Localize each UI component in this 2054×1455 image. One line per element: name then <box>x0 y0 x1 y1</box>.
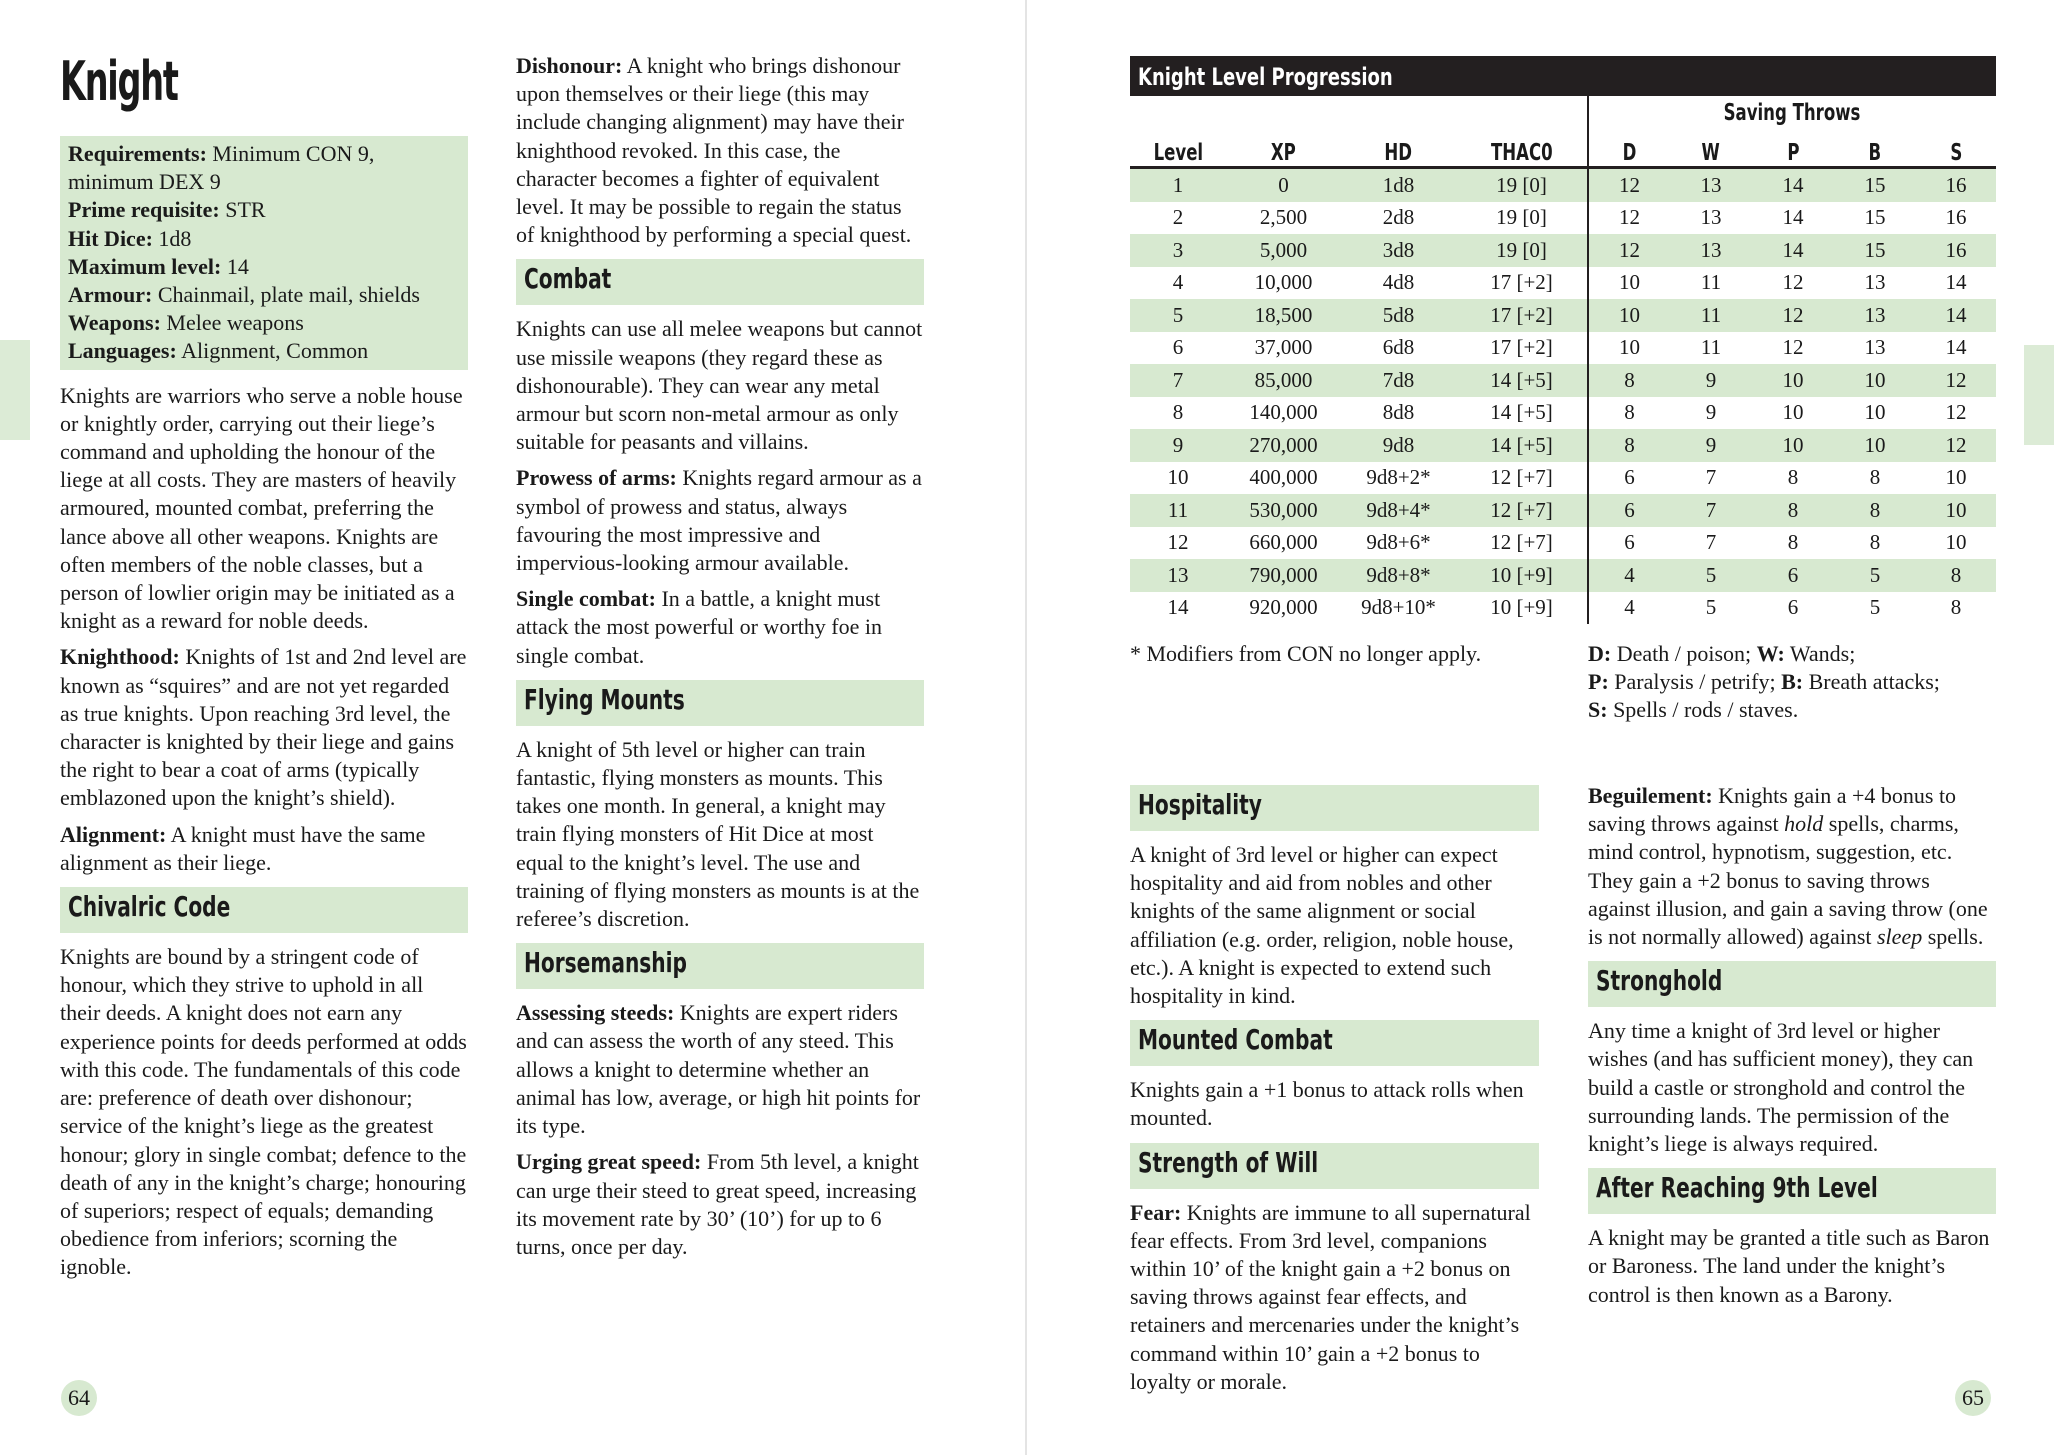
table-cell: 10 <box>1916 494 1996 527</box>
assessing-paragraph: Assessing steeds: Knights are expert riders and can assess the worth of any steed. This allows a knight to determine whether an animal has low, average, or high hit points for its type. <box>516 1000 921 1139</box>
ninth-level-paragraph: A knight may be granted a title such as Baron or Baroness. The land under the knight’s control is then known as a Barony. <box>1588 1225 1990 1307</box>
table-cell: 6 <box>1588 462 1670 495</box>
req-line: minimum DEX 9 <box>68 169 221 195</box>
table-row <box>1130 429 1996 462</box>
table-cell: 11 <box>1700 335 1722 360</box>
req-line: Armour: Chainmail, plate mail, shields <box>68 282 420 308</box>
table-cell: 10 [+9] <box>1456 559 1588 592</box>
table-cell: 14 <box>1916 299 1996 332</box>
req-line: Weapons: Melee weapons <box>68 310 304 336</box>
dishonour-paragraph: Dishonour: A knight who brings dishonour upon themselves or their liege (this may include changing alignment) may have their knighthood revoked. In this case, the character becomes a fighter of equivalent level. It may be possible to regain the status of knighthood by performing a special quest. <box>516 53 912 248</box>
knighthood-paragraph: Knighthood: Knights of 1st and 2nd level are known as “squires” and are not yet regarded as true knights. Upon reaching 3rd level, the character is knighted by their liege and gains the right to bear a coat of arms (typically emblazoned upon the knight’s shield). <box>60 644 467 811</box>
table-cell: 17 [+2] <box>1456 299 1588 332</box>
section-heading-hospitality: Hospitality <box>1130 785 1539 831</box>
table-cell: 15 <box>1834 234 1916 267</box>
table-row <box>1130 462 1996 495</box>
table-cell: 10 <box>1864 400 1886 425</box>
table-cell: 5 <box>1834 559 1916 592</box>
flying-paragraph: A knight of 5th level or higher can train fantastic, flying monsters as mounts. This takes one month. In general, a knight may train flying monsters of Hit Dice at most equal to the knight’s level. The use and training of flying monsters as mounts is at the referee’s discretion. <box>516 736 920 932</box>
column-header-b: B <box>1834 132 1916 168</box>
table-cell: 790,000 <box>1226 559 1341 592</box>
table-cell: 5,000 <box>1226 234 1341 267</box>
table-cell: 14 <box>1167 595 1189 620</box>
key-line: P: Paralysis / petrify; B: Breath attacks; <box>1588 669 1940 695</box>
table-row <box>1130 559 1996 592</box>
req-line: Maximum level: 14 <box>68 253 249 279</box>
table-cell: 13 <box>1130 559 1226 592</box>
table-cell: 12 <box>1945 400 1967 425</box>
req-line: Hit Dice: 1d8 <box>68 225 192 251</box>
table-cell: 8 <box>1869 530 1881 555</box>
table-cell: 920,000 <box>1249 595 1318 620</box>
requirements-box <box>60 136 468 370</box>
table-cell: 9d8 <box>1341 429 1456 462</box>
book-gutter <box>1025 0 1027 1455</box>
table-cell: 16 <box>1945 205 1967 230</box>
stronghold-paragraph: Any time a knight of 3rd level or higher wishes (and has sufficient money), they can build a castle or stronghold and control the surrounding lands. The permission of the knight’s liege is always required. <box>1588 1018 1974 1157</box>
saving-throws-key <box>1588 640 2008 725</box>
table-cell: 12 <box>1167 530 1189 555</box>
table-cell: 2 <box>1172 205 1184 230</box>
table-cell: 9 <box>1130 429 1226 462</box>
table-cell: 5 <box>1705 595 1717 620</box>
table-cell: 19 [0] <box>1496 205 1547 230</box>
table-cell: 9d8+10* <box>1361 595 1436 620</box>
table-cell: 10 <box>1588 332 1670 365</box>
table-cell: 6 <box>1588 527 1670 560</box>
level-progression-table <box>1130 56 1996 620</box>
table-cell: 13 <box>1834 299 1916 332</box>
table-cell: 6 <box>1588 494 1670 527</box>
section-heading-stronghold: Stronghold <box>1588 961 1996 1007</box>
thumb-tab-right <box>2024 345 2054 445</box>
column-header-hd: HD <box>1341 132 1456 168</box>
section-heading-horsemanship: Horsemanship <box>516 943 924 989</box>
req-line: Requirements: Minimum CON 9, <box>68 141 375 166</box>
column-header-p: P <box>1752 132 1834 168</box>
table-cell: 18,500 <box>1226 299 1341 332</box>
fear-paragraph: Fear: Knights are immune to all supernatural fear effects. From 3rd level, companions within 10’ of the knight gain a +2 bonus on saving throws against fear effects, and retainers and mercenaries under the knight’s command within 10’ gain a +2 bonus to loyalty or morale. <box>1130 1199 1531 1394</box>
table-cell: 14 <box>1752 234 1834 267</box>
table-row <box>1130 168 1996 202</box>
table-cell: 8 <box>1916 559 1996 592</box>
table-cell: 9d8+8* <box>1341 559 1456 592</box>
table-cell: 12 <box>1588 234 1670 267</box>
table-row <box>1130 592 1996 625</box>
table-cell: 14 [+5] <box>1490 400 1553 425</box>
column-header-thac0: THAC0 <box>1456 132 1588 168</box>
req-line: Prime requisite: STR <box>68 197 266 223</box>
table-cell: 13 <box>1864 335 1886 360</box>
table-row <box>1130 299 1996 332</box>
table-cell: 14 <box>1752 168 1834 202</box>
table-cell: 9d8+6* <box>1366 530 1431 555</box>
table-row <box>1130 397 1996 430</box>
table-cell: 5 <box>1670 559 1752 592</box>
table-cell: 12 <box>1588 202 1670 235</box>
table-cell: 7d8 <box>1341 364 1456 397</box>
req-line: Languages: Alignment, Common <box>68 338 369 364</box>
table-cell: 11 <box>1130 494 1226 527</box>
table-cell: 37,000 <box>1254 335 1313 360</box>
table-cell: 12 <box>1588 168 1670 202</box>
key-line: S: Spells / rods / staves. <box>1588 697 1799 723</box>
table-cell: 4d8 <box>1382 270 1415 295</box>
table-cell: 14 [+5] <box>1456 429 1588 462</box>
table-row <box>1130 527 1996 560</box>
table-cell: 140,000 <box>1249 400 1318 425</box>
table-cell: 10 <box>1945 465 1967 490</box>
column-header-s: S <box>1916 132 1996 168</box>
table-cell: 530,000 <box>1226 494 1341 527</box>
table-cell: 14 <box>1945 335 1967 360</box>
table-cell: 6d8 <box>1382 335 1415 360</box>
table-cell: 13 <box>1670 234 1752 267</box>
table-cell: 12 <box>1782 270 1804 295</box>
table-cell: 8 <box>1950 595 1962 620</box>
prowess-paragraph: Prowess of arms: Knights regard armour as a symbol of prowess and status, always favouring the most impressive and impervious-looking armour available. <box>516 465 922 576</box>
hospitality-paragraph: A knight of 3rd level or higher can expect hospitality and aid from nobles and other knights of the same alignment or social affiliation (e.g. order, religion, noble house, etc.). A knight is expected to extend such hospitality in kind. <box>1130 842 1514 1009</box>
table-cell: 14 <box>1945 270 1967 295</box>
table-cell: 2d8 <box>1382 205 1415 230</box>
table-cell: 8 <box>1869 465 1881 490</box>
table-footnote: * Modifiers from CON no longer apply. <box>1130 641 1482 666</box>
thumb-tab-left <box>0 340 30 440</box>
combat-paragraph: Knights can use all melee weapons but cannot use missile weapons (they regard these as dishonourable). They can wear any metal armour but scorn non-metal armour as only suitable for peasants and villains. <box>516 316 923 455</box>
section-heading-chivalric-code: Chivalric Code <box>60 887 468 933</box>
table-cell: 7 <box>1705 530 1717 555</box>
table-cell: 9 <box>1670 364 1752 397</box>
left-column-1 <box>60 52 468 1290</box>
table-cell: 9 <box>1670 429 1752 462</box>
table-cell: 3d8 <box>1341 234 1456 267</box>
table-cell: 85,000 <box>1226 364 1341 397</box>
section-heading-mounted-combat: Mounted Combat <box>1130 1020 1539 1066</box>
table-cell: 8 <box>1787 530 1799 555</box>
beguilement-paragraph: Beguilement: Knights gain a +4 bonus to saving throws against hold spells, charms, mind control, hypnotism, suggestion, etc. They gain a +2 bonus to saving throws against illusion, and gain a saving throw (one is not normally allowed) against sleep spells. <box>1588 783 1988 950</box>
table-cell: 6 <box>1752 559 1834 592</box>
table-cell: 9 <box>1705 400 1717 425</box>
table-cell: 10 <box>1588 267 1670 300</box>
table-cell: 10 <box>1752 364 1834 397</box>
table-cell: 4 <box>1588 559 1670 592</box>
mounted-paragraph: Knights gain a +1 bonus to attack rolls when mounted. <box>1130 1077 1524 1131</box>
table-cell: 8 <box>1588 397 1670 430</box>
table-cell: 19 [0] <box>1456 168 1588 202</box>
column-header-level: Level <box>1130 132 1226 168</box>
table-row <box>1130 494 1996 527</box>
table-cell: 16 <box>1916 234 1996 267</box>
table-row <box>1130 332 1996 365</box>
table-cell: 8 <box>1172 400 1184 425</box>
intro-paragraph: Knights are warriors who serve a noble house or knightly order, carrying out their liege’s command and upholding the honour of the liege at all costs. They are masters of heavily armoured, mounted combat, preferring the lance above all other weapons. Knights are often members of the noble classes, but a person of lowlier origin may be initiated as a knight as a reward for noble deeds. <box>60 382 463 634</box>
table-cell: 7 <box>1130 364 1226 397</box>
table-cell: 15 <box>1834 168 1916 202</box>
table-cell: 10 <box>1945 530 1967 555</box>
table-cell: 8 <box>1787 465 1799 490</box>
table-cell: 13 <box>1670 168 1752 202</box>
table-cell: 6 <box>1787 595 1799 620</box>
table-cell: 4 <box>1588 592 1670 625</box>
table-cell: 8d8 <box>1382 400 1415 425</box>
table-cell: 0 <box>1226 168 1341 202</box>
table-cell: 5 <box>1869 595 1881 620</box>
table-cell: 8 <box>1588 364 1670 397</box>
section-heading-after-9th-level: After Reaching 9th Level <box>1588 1168 1996 1214</box>
table-cell: 12 <box>1916 429 1996 462</box>
table-cell: 400,000 <box>1249 465 1318 490</box>
table-cell: 10 <box>1834 364 1916 397</box>
table-cell: 12 <box>1752 299 1834 332</box>
single-combat-paragraph: Single combat: In a battle, a knight must attack the most powerful or worthy foe in single combat. <box>516 586 882 668</box>
table-cell: 10 [+9] <box>1490 595 1553 620</box>
page-number-left: 64 <box>61 1380 97 1416</box>
table-cell: 15 <box>1864 205 1886 230</box>
table-cell: 8 <box>1752 494 1834 527</box>
table-cell: 8 <box>1834 494 1916 527</box>
table-title-bar: Knight Level Progression <box>1130 56 1996 96</box>
table-cell: 13 <box>1864 270 1886 295</box>
table-cell: 660,000 <box>1249 530 1318 555</box>
urging-paragraph: Urging great speed: From 5th level, a knight can urge their steed to great speed, increasing its movement rate by 30’ (10’) for up to 6 turns, once per day. <box>516 1149 919 1259</box>
table-row <box>1130 364 1996 397</box>
table-cell: 5d8 <box>1341 299 1456 332</box>
saving-throws-header: Saving Throws <box>1723 100 1861 126</box>
table-cell: 10 <box>1588 299 1670 332</box>
table-cell: 1 <box>1130 168 1226 202</box>
table-cell: 10,000 <box>1254 270 1313 295</box>
table-row <box>1130 202 1996 235</box>
table-cell: 12 [+7] <box>1456 494 1588 527</box>
table-cell: 9d8+4* <box>1341 494 1456 527</box>
table-cell: 19 [0] <box>1456 234 1588 267</box>
table-cell: 9d8+2* <box>1366 465 1431 490</box>
table-cell: 4 <box>1172 270 1184 295</box>
table-cell: 5 <box>1130 299 1226 332</box>
section-heading-flying-mounts: Flying Mounts <box>516 680 924 726</box>
column-header-w: W <box>1670 132 1752 168</box>
table-cell: 10 <box>1782 400 1804 425</box>
table-cell: 12 [+7] <box>1490 465 1553 490</box>
right-column-2 <box>1588 782 1996 1317</box>
page-title: Knight <box>60 50 178 113</box>
table-cell: 8 <box>1588 429 1670 462</box>
key-line: D: Death / poison; W: Wands; <box>1588 641 1856 666</box>
table-cell: 17 [+2] <box>1490 335 1553 360</box>
table-cell: 7 <box>1670 494 1752 527</box>
table-cell: 17 [+2] <box>1490 270 1553 295</box>
table-cell: 13 <box>1700 205 1722 230</box>
table-cell: 6 <box>1172 335 1184 360</box>
table-cell: 12 <box>1782 335 1804 360</box>
table-cell: 270,000 <box>1226 429 1341 462</box>
alignment-paragraph: Alignment: A knight must have the same alignment as their liege. <box>60 821 426 875</box>
table-cell: 3 <box>1130 234 1226 267</box>
progression-table <box>1130 132 1996 624</box>
section-heading-combat: Combat <box>516 259 924 305</box>
column-header-d: D <box>1588 132 1670 168</box>
table-cell: 1d8 <box>1341 168 1456 202</box>
left-column-2 <box>516 52 924 1269</box>
section-heading-strength-of-will: Strength of Will <box>1130 1143 1539 1189</box>
table-cell: 12 [+7] <box>1490 530 1553 555</box>
table-cell: 11 <box>1670 299 1752 332</box>
table-cell: 14 [+5] <box>1456 364 1588 397</box>
table-cell: 7 <box>1705 465 1717 490</box>
table-cell: 16 <box>1916 168 1996 202</box>
table-cell: 10 <box>1167 465 1189 490</box>
chivalric-paragraph: Knights are bound by a stringent code of honour, which they strive to uphold in all their deeds. A knight does not earn any experience points for deeds performed at odds with this code. The fundamentals of this code are: preference of death over dishonour; service of the knight’s liege as the greatest honour; glory in single combat; defence to the death of any in the knight’s charge; honouring of superiors; respect of equals; demanding obedience from inferiors; scorning the ignoble. <box>60 944 467 1280</box>
page-number-right: 65 <box>1955 1380 1991 1416</box>
table-cell: 14 <box>1782 205 1804 230</box>
table-row <box>1130 267 1996 300</box>
column-header-xp: XP <box>1226 132 1341 168</box>
table-cell: 10 <box>1834 429 1916 462</box>
table-cell: 11 <box>1700 270 1722 295</box>
right-column-1 <box>1130 775 1539 1404</box>
table-row <box>1130 234 1996 267</box>
table-cell: 10 <box>1752 429 1834 462</box>
table-cell: 2,500 <box>1259 205 1308 230</box>
table-cell: 12 <box>1916 364 1996 397</box>
